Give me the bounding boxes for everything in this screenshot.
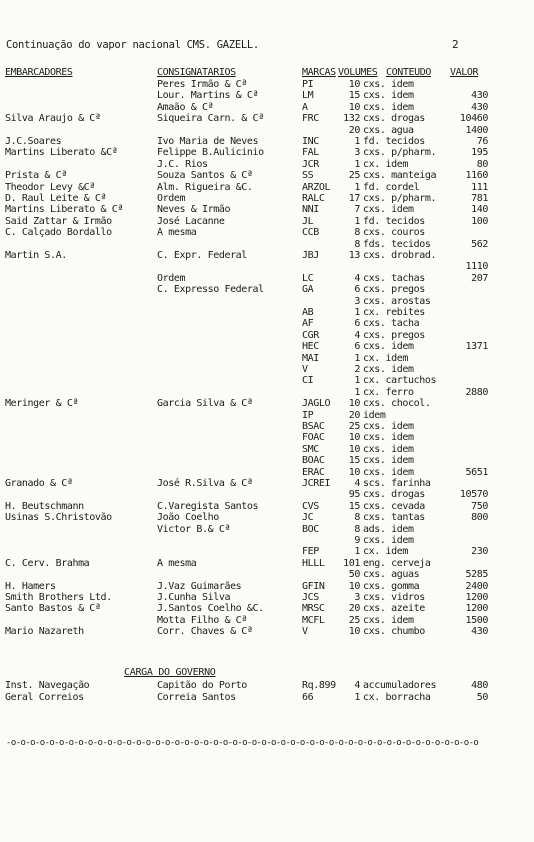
- content-cell: cxs. p/pharm.: [363, 147, 437, 159]
- value-cell: 430: [471, 90, 488, 102]
- table-row: [0, 455, 534, 466]
- consignee-cell: Souza Santos & Cª: [157, 170, 253, 182]
- mark-cell: JCS: [302, 592, 319, 603]
- value-cell: 562: [471, 238, 488, 250]
- mark-cell: JAGLO: [302, 398, 331, 410]
- volume-cell: 15: [348, 455, 360, 467]
- consignee-cell: J.Vaz Guimarães: [157, 580, 242, 592]
- column-header-valor: VALOR: [450, 67, 479, 78]
- content-cell: cxs. agua: [363, 124, 414, 136]
- column-header-volumes: VOLUMES: [338, 67, 378, 78]
- volume-cell: 10: [348, 398, 360, 410]
- mark-cell: INC: [302, 136, 319, 147]
- value-cell: 195: [471, 147, 488, 159]
- table-row: [0, 273, 534, 284]
- value-cell: 1500: [465, 614, 488, 626]
- volume-cell: 132: [343, 113, 360, 125]
- value-cell: 2400: [465, 580, 488, 592]
- mark-cell: JL: [302, 215, 314, 227]
- table-row: [0, 535, 534, 546]
- mark-cell: BOAC: [302, 455, 325, 467]
- shipper-cell: Inst. Navegação: [5, 680, 90, 691]
- table-row: [0, 489, 534, 500]
- content-cell: cxs. tachas: [363, 272, 425, 284]
- mark-cell: BSAC: [302, 421, 325, 432]
- mark-cell: JC: [302, 512, 314, 524]
- mark-cell: PI: [302, 79, 314, 90]
- volume-cell: 1: [354, 375, 360, 387]
- content-cell: cxs. idem: [363, 466, 414, 478]
- column-header-conteudo: CONTEUDO: [386, 67, 431, 78]
- volume-cell: 1: [354, 352, 360, 364]
- volume-cell: 6: [354, 284, 360, 296]
- table-row: [0, 261, 534, 272]
- mark-cell: FOAC: [302, 432, 325, 444]
- content-cell: cxs. vidros: [363, 592, 425, 603]
- consignee-cell: Ordem: [157, 193, 186, 204]
- value-cell: 750: [471, 500, 488, 512]
- value-cell: 5285: [465, 569, 488, 581]
- value-cell: 480: [471, 680, 488, 691]
- volume-cell: 4: [354, 272, 360, 284]
- column-header-consignatarios: CONSIGNATARIOS: [157, 67, 236, 78]
- table-row: [0, 227, 534, 238]
- content-cell: cxs. idem: [363, 535, 414, 546]
- table-row: [0, 159, 534, 170]
- value-cell: 430: [471, 101, 488, 113]
- volume-cell: 7: [354, 204, 360, 216]
- content-cell: cxs. aguas: [363, 569, 420, 581]
- mark-cell: GFIN: [302, 580, 325, 592]
- value-cell: 1371: [465, 341, 488, 353]
- content-cell: cxs. idem: [363, 204, 414, 216]
- page-number: 2: [452, 38, 459, 51]
- shipper-cell: Prista & Cª: [5, 170, 67, 182]
- mark-cell: CGR: [302, 329, 319, 341]
- consignee-cell: Amaão & Cª: [157, 101, 214, 113]
- consignee-cell: J.Santos Coelho &C.: [157, 603, 264, 615]
- table-row: [0, 102, 534, 113]
- content-cell: idem: [363, 409, 386, 421]
- table-row: [0, 626, 534, 637]
- volume-cell: 15: [348, 90, 360, 102]
- content-cell: fd. tecidos: [363, 215, 425, 227]
- mark-cell: LM: [302, 90, 314, 102]
- content-cell: cxs. idem: [363, 364, 414, 375]
- volume-cell: 20: [348, 124, 360, 136]
- volume-cell: 95: [348, 489, 360, 501]
- shipper-cell: Martin S.A.: [5, 250, 67, 261]
- table-row: [0, 680, 534, 691]
- table-row: [0, 136, 534, 147]
- volume-cell: 1: [354, 136, 360, 147]
- content-cell: cxs. idem: [363, 79, 414, 90]
- column-header-embarcadores: EMBARCADORES: [5, 67, 73, 78]
- volume-cell: 1: [354, 158, 360, 170]
- volume-cell: 8: [354, 238, 360, 250]
- table-row: [0, 113, 534, 124]
- volume-cell: 8: [354, 227, 360, 239]
- table-row: [0, 432, 534, 443]
- value-cell: 100: [471, 215, 488, 227]
- table-row: [0, 375, 534, 386]
- table-row: [0, 444, 534, 455]
- table-row: [0, 170, 534, 181]
- volume-cell: 3: [354, 592, 360, 603]
- consignee-cell: Felippe B.Aulicinio: [157, 147, 264, 159]
- content-cell: ads. idem: [363, 523, 414, 535]
- table-row: [0, 341, 534, 352]
- content-cell: cxs. cevada: [363, 500, 425, 512]
- content-cell: accumuladores: [363, 680, 437, 691]
- content-cell: cxs. drogas: [363, 113, 425, 125]
- table-row: [0, 421, 534, 432]
- content-cell: cx. idem: [363, 158, 408, 170]
- shipper-cell: Silva Araujo & Cª: [5, 113, 101, 125]
- volume-cell: 10: [348, 79, 360, 90]
- mark-cell: AF: [302, 318, 314, 330]
- consignee-cell: C. Expr. Federal: [157, 250, 247, 261]
- volume-cell: 10: [348, 466, 360, 478]
- value-cell: 1160: [465, 170, 488, 182]
- value-cell: 800: [471, 512, 488, 524]
- content-cell: cx. cartuchos: [363, 375, 437, 387]
- table-row: [0, 478, 534, 489]
- table-row: [0, 364, 534, 375]
- mark-cell: AB: [302, 307, 314, 318]
- content-cell: cxs. tacha: [363, 318, 420, 330]
- mark-cell: ARZOL: [302, 181, 331, 193]
- volume-cell: 1: [354, 181, 360, 193]
- mark-cell: LC: [302, 272, 314, 284]
- value-cell: 10570: [459, 489, 488, 501]
- volume-cell: 4: [354, 478, 360, 489]
- content-cell: cx. idem: [363, 546, 408, 558]
- table-row: [0, 581, 534, 592]
- table-row: [0, 318, 534, 329]
- volume-cell: 25: [348, 614, 360, 626]
- table-row: [0, 692, 534, 703]
- value-cell: 1110: [465, 261, 488, 273]
- content-cell: cxs. drobrad.: [363, 250, 437, 261]
- volume-cell: 13: [348, 250, 360, 261]
- content-cell: cx. rebites: [363, 307, 425, 318]
- shipper-cell: Santo Bastos & Cª: [5, 603, 101, 615]
- volume-cell: 6: [354, 341, 360, 353]
- table-row: [0, 330, 534, 341]
- mark-cell: ERAC: [302, 466, 325, 478]
- consignee-cell: A mesma: [157, 557, 197, 569]
- volume-cell: 1: [354, 215, 360, 227]
- mark-cell: A: [302, 101, 308, 113]
- consignee-cell: Victor B.& Cª: [157, 523, 231, 535]
- volume-cell: 10: [348, 580, 360, 592]
- value-cell: 5651: [465, 466, 488, 478]
- mark-cell: CCB: [302, 227, 319, 239]
- mark-cell: V: [302, 626, 308, 638]
- value-cell: 76: [476, 136, 488, 147]
- table-row: [0, 615, 534, 626]
- mark-cell: JBJ: [302, 250, 319, 261]
- content-cell: cxs. chocol.: [363, 398, 431, 410]
- consignee-cell: Corr. Chaves & Cª: [157, 626, 253, 638]
- content-cell: cxs. idem: [363, 341, 414, 353]
- value-cell: 111: [471, 181, 488, 193]
- volume-cell: 25: [348, 170, 360, 182]
- table-row: [0, 501, 534, 512]
- mark-cell: 66: [302, 691, 314, 703]
- volume-cell: 8: [354, 523, 360, 535]
- mark-cell: V: [302, 364, 308, 375]
- table-row: [0, 284, 534, 295]
- volume-cell: 8: [354, 512, 360, 524]
- consignee-cell: Garcia Silva & Cª: [157, 398, 253, 410]
- content-cell: cxs. idem: [363, 614, 414, 626]
- content-cell: scs. farinha: [363, 478, 431, 489]
- value-cell: 140: [471, 204, 488, 216]
- table-row: [0, 90, 534, 101]
- content-cell: cxs. tantas: [363, 512, 425, 524]
- content-cell: cxs. pregos: [363, 329, 425, 341]
- consignee-cell: Peres Irmão & Cª: [157, 79, 247, 90]
- content-cell: cx. idem: [363, 352, 408, 364]
- table-row: [0, 592, 534, 603]
- consignee-cell: C. Expresso Federal: [157, 284, 264, 296]
- shipper-cell: Meringer & Cª: [5, 398, 79, 410]
- shipper-cell: D. Raul Leite & Cª: [5, 193, 107, 204]
- table-row: [0, 307, 534, 318]
- mark-cell: SS: [302, 170, 314, 182]
- value-cell: 781: [471, 193, 488, 204]
- consignee-cell: J.Cunha Silva: [157, 592, 231, 603]
- volume-cell: 1: [354, 307, 360, 318]
- content-cell: cxs. pregos: [363, 284, 425, 296]
- content-cell: fd. cordel: [363, 181, 420, 193]
- content-cell: cxs. manteiga: [363, 170, 437, 182]
- consignee-cell: José Lacanne: [157, 215, 225, 227]
- table-row: [0, 353, 534, 364]
- table-row: [0, 512, 534, 523]
- consignee-cell: João Coelho: [157, 512, 219, 524]
- content-cell: cxs. chumbo: [363, 626, 425, 638]
- volume-cell: 3: [354, 147, 360, 159]
- value-cell: 1200: [465, 592, 488, 603]
- value-cell: 430: [471, 626, 488, 638]
- mark-cell: CI: [302, 375, 314, 387]
- document-title: Continuação do vapor nacional CMS. GAZELL.: [6, 39, 259, 51]
- volume-cell: 10: [348, 432, 360, 444]
- section-title: CARGA DO GOVERNO: [124, 667, 216, 678]
- volume-cell: 4: [354, 329, 360, 341]
- mark-cell: NNI: [302, 204, 319, 216]
- table-row: [0, 204, 534, 215]
- consignee-cell: A mesma: [157, 227, 197, 239]
- mark-cell: CVS: [302, 500, 319, 512]
- consignee-cell: Motta Filho & Cª: [157, 614, 247, 626]
- mark-cell: FRC: [302, 113, 319, 125]
- mark-cell: JCREI: [302, 478, 331, 489]
- value-cell: 50: [476, 691, 488, 703]
- table-row: [0, 250, 534, 261]
- volume-cell: 6: [354, 318, 360, 330]
- content-cell: cxs. idem: [363, 90, 414, 102]
- table-row: [0, 467, 534, 478]
- volume-cell: 10: [348, 101, 360, 113]
- consignee-cell: Alm. Rigueira &C.: [157, 181, 253, 193]
- content-cell: cxs. idem: [363, 421, 414, 432]
- table-row: [0, 410, 534, 421]
- content-cell: cxs. drogas: [363, 489, 425, 501]
- mark-cell: JCR: [302, 158, 319, 170]
- content-cell: cxs. idem: [363, 101, 414, 113]
- table-row: [0, 125, 534, 136]
- shipper-cell: J.C.Soares: [5, 136, 62, 147]
- volume-cell: 20: [348, 603, 360, 615]
- table-row: [0, 239, 534, 250]
- table-row: [0, 569, 534, 580]
- value-cell: 1200: [465, 603, 488, 615]
- volume-cell: 1: [354, 691, 360, 703]
- mark-cell: IP: [302, 409, 314, 421]
- shipper-cell: Martins Liberato & Cª: [5, 204, 124, 216]
- table-row: [0, 216, 534, 227]
- value-cell: 207: [471, 272, 488, 284]
- content-cell: eng. cerveja: [363, 557, 431, 569]
- shipper-cell: C. Cerv. Brahma: [5, 557, 90, 569]
- consignee-cell: Ordem: [157, 272, 186, 284]
- mark-cell: MRSC: [302, 603, 325, 615]
- value-cell: 230: [471, 546, 488, 558]
- content-cell: cxs. couros: [363, 227, 425, 239]
- volume-cell: 50: [348, 569, 360, 581]
- table-row: [0, 524, 534, 535]
- mark-cell: MCFL: [302, 614, 325, 626]
- consignee-cell: C.Varegista Santos: [157, 500, 259, 512]
- table-row: [0, 398, 534, 409]
- table-row: [0, 546, 534, 557]
- content-cell: cx. borracha: [363, 691, 431, 703]
- table-row: [0, 193, 534, 204]
- shipper-cell: Theodor Levy &Cª: [5, 181, 95, 193]
- volume-cell: 2: [354, 364, 360, 375]
- column-header-marcas: MARCAS: [302, 67, 336, 78]
- volume-cell: 1: [354, 386, 360, 398]
- shipper-cell: Martins Liberato &Cª: [5, 147, 118, 159]
- value-cell: 2880: [465, 386, 488, 398]
- content-cell: fds. tecidos: [363, 238, 431, 250]
- mark-cell: GA: [302, 284, 314, 296]
- shipper-cell: Smith Brothers Ltd.: [5, 592, 112, 603]
- shipper-cell: C. Calçado Bordallo: [5, 227, 112, 239]
- mark-cell: MAI: [302, 352, 319, 364]
- consignee-cell: Ivo Maria de Neves: [157, 136, 259, 147]
- mark-cell: HLLL: [302, 557, 325, 569]
- shipper-cell: Mario Nazareth: [5, 626, 84, 638]
- shipper-cell: H. Beutschmann: [5, 500, 84, 512]
- value-cell: 10460: [459, 113, 488, 125]
- volume-cell: 10: [348, 626, 360, 638]
- mark-cell: Rq.899: [302, 680, 336, 691]
- content-cell: cxs. p/pharm.: [363, 193, 437, 204]
- volume-cell: 1: [354, 546, 360, 558]
- table-row: [0, 296, 534, 307]
- content-cell: cxs. arostas: [363, 295, 431, 307]
- consignee-cell: Neves & Irmão: [157, 204, 231, 216]
- mark-cell: BOC: [302, 523, 319, 535]
- shipper-cell: Granado & Cª: [5, 478, 73, 489]
- content-cell: fd. tecidos: [363, 136, 425, 147]
- shipper-cell: Usinas S.Christovão: [5, 512, 112, 524]
- table-row: [0, 603, 534, 614]
- volume-cell: 10: [348, 443, 360, 455]
- table-row: [0, 558, 534, 569]
- consignee-cell: Capitão do Porto: [157, 680, 247, 691]
- mark-cell: SMC: [302, 443, 319, 455]
- mark-cell: FAL: [302, 147, 319, 159]
- table-row: [0, 182, 534, 193]
- volume-cell: 25: [348, 421, 360, 432]
- content-cell: cxs. idem: [363, 432, 414, 444]
- mark-cell: FEP: [302, 546, 319, 558]
- consignee-cell: Lour. Martins & Cª: [157, 90, 259, 102]
- consignee-cell: J.C. Rios: [157, 158, 208, 170]
- volume-cell: 3: [354, 295, 360, 307]
- content-cell: cx. ferro: [363, 386, 414, 398]
- shipper-cell: Geral Correios: [5, 691, 84, 703]
- consignee-cell: Siqueira Carn. & Cª: [157, 113, 264, 125]
- volume-cell: 4: [354, 680, 360, 691]
- shipper-cell: Said Zattar & Irmão: [5, 215, 112, 227]
- shipper-cell: H. Hamers: [5, 580, 56, 592]
- volume-cell: 9: [354, 535, 360, 546]
- consignee-cell: Correia Santos: [157, 691, 236, 703]
- mark-cell: HEC: [302, 341, 319, 353]
- table-row: [0, 387, 534, 398]
- content-cell: cxs. idem: [363, 455, 414, 467]
- mark-cell: RALC: [302, 193, 325, 204]
- volume-cell: 15: [348, 500, 360, 512]
- content-cell: cxs. idem: [363, 443, 414, 455]
- footer-rule: -o-o-o-o-o-o-o-o-o-o-o-o-o-o-o-o-o-o-o-o-o-o-o-o-o-o-o-o-o-o-o-o-o-o-o-o-o-o-o-o-o-o-o-o-o-o-o-o-o: [6, 738, 479, 748]
- consignee-cell: José R.Silva & Cª: [157, 478, 253, 489]
- value-cell: 1400: [465, 124, 488, 136]
- volume-cell: 17: [348, 193, 360, 204]
- table-row: [0, 147, 534, 158]
- table-row: [0, 79, 534, 90]
- volume-cell: 20: [348, 409, 360, 421]
- content-cell: cxs. azeite: [363, 603, 425, 615]
- volume-cell: 101: [343, 557, 360, 569]
- content-cell: cxs. gomma: [363, 580, 420, 592]
- value-cell: 80: [476, 158, 488, 170]
